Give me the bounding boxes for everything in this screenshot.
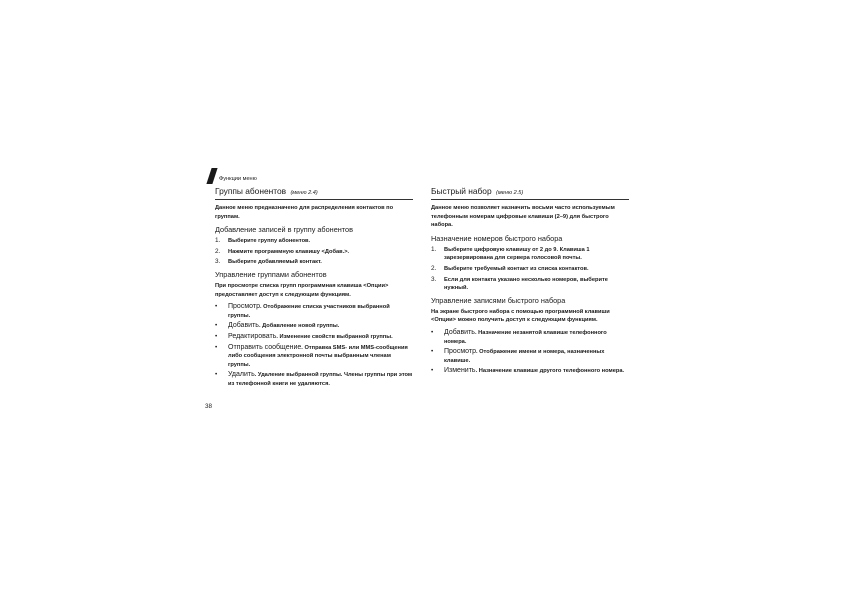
bullet: • [431, 348, 434, 356]
step-number: 1. [215, 237, 221, 245]
option-term: Просмотр [444, 348, 476, 356]
bullet: • [215, 303, 218, 311]
step-item [215, 258, 413, 267]
subsection-intro: На экране быстрого набора с помощью программной клавиши <Опции> можно получить доступ к следующим функциям. [431, 308, 610, 324]
right-column [431, 186, 629, 379]
step-item [215, 237, 413, 246]
option-term: Добавить [228, 322, 259, 330]
header-title: Функции меню [219, 176, 257, 182]
option-item [431, 367, 629, 376]
option-term: Добавить [444, 328, 475, 336]
section-intro: Данное меню предназначено для распределения контактов по группам. [215, 205, 394, 220]
step-number: 2. [215, 247, 221, 255]
subsection-intro: При просмотре списка групп программная клавиша <Опции> предоставляет доступ к следующим функциям. [215, 282, 389, 298]
option-text: . Назначение незанятой клавише телефонного номера. [444, 329, 607, 345]
step-text: Выберите добавляемый контакт. [228, 259, 322, 266]
subsection-title-manage-groups: Управление группами абонентов [215, 269, 327, 279]
step-number: 3. [431, 275, 437, 283]
section-title-speed-dial [431, 186, 629, 200]
option-term: Удалить [228, 371, 255, 379]
option-item [215, 303, 413, 320]
option-item [431, 348, 629, 365]
option-term: Изменить [444, 367, 476, 375]
step-number: 3. [215, 258, 221, 266]
step-text: Если для контакта указано несколько номеров, выберите нужный. [444, 276, 608, 292]
step-item [215, 248, 413, 257]
section-intro: Данное меню позволяет назначить восьми часто используемым телефонным номерам цифровые клавиши (2–9) для быстрого набора. [431, 205, 615, 229]
option-item [215, 322, 413, 331]
step-number: 1. [431, 245, 437, 253]
option-item [215, 333, 413, 342]
option-text: . Изменение свойств выбранной группы. [276, 333, 393, 340]
steps-list-assign [431, 246, 629, 293]
option-text: . Добавление новой группы. [258, 323, 340, 330]
step-item [431, 276, 629, 293]
subsection-title-manage-speed-dial: Управление записями быстрого набора [431, 295, 566, 305]
option-text: . Назначение клавише другого телефонного номера. [475, 368, 625, 375]
bullet: • [215, 322, 218, 330]
step-number: 2. [431, 264, 437, 272]
options-list-groups [215, 303, 413, 388]
step-text: Нажмите программную клавишу <Добав.>. [228, 248, 350, 255]
section-title-groups [215, 186, 413, 200]
bullet: • [215, 371, 218, 379]
option-text: . Отображение имени и номера, назначенных клавише. [444, 349, 605, 364]
subsection-title-assign: Назначение номеров быстрого набора [431, 233, 563, 243]
bullet: • [431, 367, 434, 375]
step-item [431, 246, 629, 263]
bullet: • [215, 332, 218, 340]
menu-code: (меню 2.4) [290, 190, 318, 196]
bullet: • [215, 343, 218, 351]
option-text: . Отображение списка участников выбранной группы. [228, 304, 390, 319]
steps-list-add [215, 237, 413, 267]
option-text: . Отправка SMS- или MMS-сообщения либо сообщения электронной почты выбранным членам группы. [228, 344, 408, 368]
header-slash-mark [206, 168, 217, 184]
option-term: Редактировать [228, 332, 277, 340]
step-text: Выберите требуемый контакт из списка контактов. [444, 265, 589, 272]
option-item [431, 329, 629, 346]
bullet: • [431, 328, 434, 336]
page-number: 38 [205, 403, 213, 410]
options-list-speed-dial [431, 329, 629, 376]
step-item [431, 265, 629, 274]
step-text: Выберите группу абонентов. [228, 238, 311, 245]
menu-code: (меню 2.5) [495, 190, 524, 196]
section-title-text: Быстрый набор [431, 186, 492, 196]
option-item [215, 344, 413, 370]
option-term: Отправить сообщение [228, 343, 302, 351]
option-item [215, 371, 413, 388]
left-column [215, 186, 413, 392]
step-text: Выберите цифровую клавишу от 2 до 9. Клавиша 1 зарезервирована для сервера голосовой почты. [444, 246, 590, 262]
option-text: . Удаление выбранной группы. Члены группы при этом из телефонной книги не удаляются. [228, 372, 413, 387]
section-title-text: Группы абонентов [215, 186, 287, 196]
option-term: Просмотр [228, 303, 260, 311]
subsection-title-add: Добавление записей в группу абонентов [215, 225, 353, 235]
